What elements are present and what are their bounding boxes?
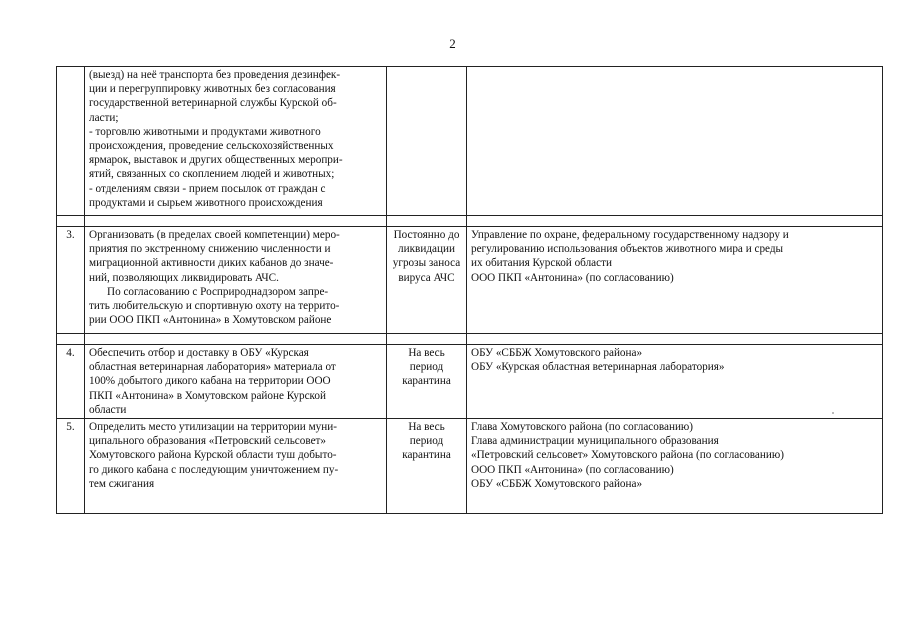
measures-table [56, 66, 883, 514]
action-line: ярмарок, выставок и других общественных меропри- [89, 154, 343, 167]
action-line: приятия по экстренному снижению численности и [89, 243, 331, 256]
action-line: ятий, связанных со скоплением людей и животных; [89, 168, 335, 181]
table-row [57, 227, 883, 334]
action-line: ции и перегруппировку животных без согласования [89, 83, 336, 96]
action-line: - торговлю животными и продуктами животного [89, 125, 321, 138]
action-line: Определить место утилизации на территории муни- [89, 421, 337, 434]
action-line: области [89, 403, 127, 416]
action-line: происхождения, проведение сельскохозяйственных [89, 140, 334, 153]
responsible-line: ООО ПКП «Антонина» (по согласованию) [471, 271, 674, 284]
action-line: тем сжигания [89, 477, 155, 490]
responsible-line: регулированию использования объектов животного мира и среды [471, 243, 784, 256]
responsible-line: Глава Хомутовского района (по согласованию) [471, 421, 694, 434]
action-line: продуктами и сырьем животного происхождения [89, 196, 323, 209]
responsible-line: ОБУ «Курская областная ветеринарная лаборатория» [471, 361, 725, 374]
action-line: государственной ветеринарной службы Курской об- [89, 97, 337, 110]
action-line: тить любительскую и спортивную охоту на террито- [89, 300, 340, 313]
term-cell [387, 345, 467, 419]
action-line: миграционной активности диких кабанов до значе- [89, 257, 334, 270]
term-line: ликвидации [398, 243, 455, 256]
row-number-cell: 3. [57, 227, 85, 334]
responsible-line: ООО ПКП «Антонина» (по согласованию) [471, 463, 674, 476]
term-line: карантина [402, 449, 451, 462]
action-line: ПКП «Антонина» в Хомутовском районе Курской [89, 389, 326, 402]
table-row [57, 345, 883, 419]
responsible-line: их обитания Курской области [471, 257, 612, 270]
responsible-line: Глава администрации муниципального образования [471, 435, 719, 448]
action-line: - отделениям связи - прием посылок от граждан с [89, 182, 326, 195]
action-cell [85, 227, 387, 334]
action-line: ципального образования «Петровский сельсовет» [89, 435, 327, 448]
action-cell [85, 419, 387, 514]
action-line: Организовать (в пределах своей компетенции) меро- [89, 229, 340, 241]
row-number-cell: 4. [57, 345, 85, 419]
page-number: 2 [449, 36, 456, 51]
action-line: ласти; [89, 111, 119, 124]
term-cell [387, 419, 467, 514]
term-line: период [409, 435, 444, 448]
action-line: По согласованию с Росприроднадзором запре- [107, 285, 329, 298]
responsible-line: «Петровский сельсовет» Хомутовского района (по согласованию) [471, 449, 784, 462]
row-spacer [57, 334, 883, 345]
term-line: На весь [408, 347, 445, 359]
responsible-cell [467, 345, 883, 419]
table-row [57, 67, 883, 216]
action-line: областная ветеринарная лаборатория» материала от [89, 361, 336, 374]
term-cell [387, 67, 467, 216]
action-line: рии ООО ПКП «Антонина» в Хомутовском районе [89, 314, 332, 327]
term-line: Постоянно до [393, 229, 460, 241]
row-number-cell [57, 67, 85, 216]
table-row [57, 419, 883, 514]
action-cell [85, 345, 387, 419]
term-line: вируса АЧС [398, 271, 455, 284]
term-line: угрозы заноса [392, 257, 461, 270]
responsible-line: Управление по охране, федеральному государственному надзору и [471, 229, 789, 241]
responsible-cell [467, 227, 883, 334]
action-line: Обеспечить отбор и доставку в ОБУ «Курская [89, 347, 309, 359]
responsible-cell [467, 67, 883, 216]
action-line: ний, позволяющих ликвидировать АЧС. [89, 271, 279, 284]
action-cell [85, 67, 387, 216]
scan-speck [832, 412, 834, 414]
term-line: период [409, 361, 444, 374]
action-line: го дикого кабана с последующим уничтожением пу- [89, 463, 339, 476]
term-line: На весь [408, 421, 445, 434]
term-cell [387, 227, 467, 334]
row-spacer [57, 216, 883, 227]
responsible-line: ОБУ «СББЖ Хомутовского района» [471, 347, 643, 359]
responsible-line: ОБУ «СББЖ Хомутовского района» [471, 477, 643, 490]
action-line: (выезд) на неё транспорта без проведения дезинфек- [89, 69, 341, 81]
action-line: 100% добытого дикого кабана на территории ООО [89, 375, 331, 388]
term-line: карантина [402, 375, 451, 388]
row-number-cell: 5. [57, 419, 85, 514]
responsible-cell [467, 419, 883, 514]
action-line: Хомутовского района Курской области туш добыто- [89, 449, 337, 462]
